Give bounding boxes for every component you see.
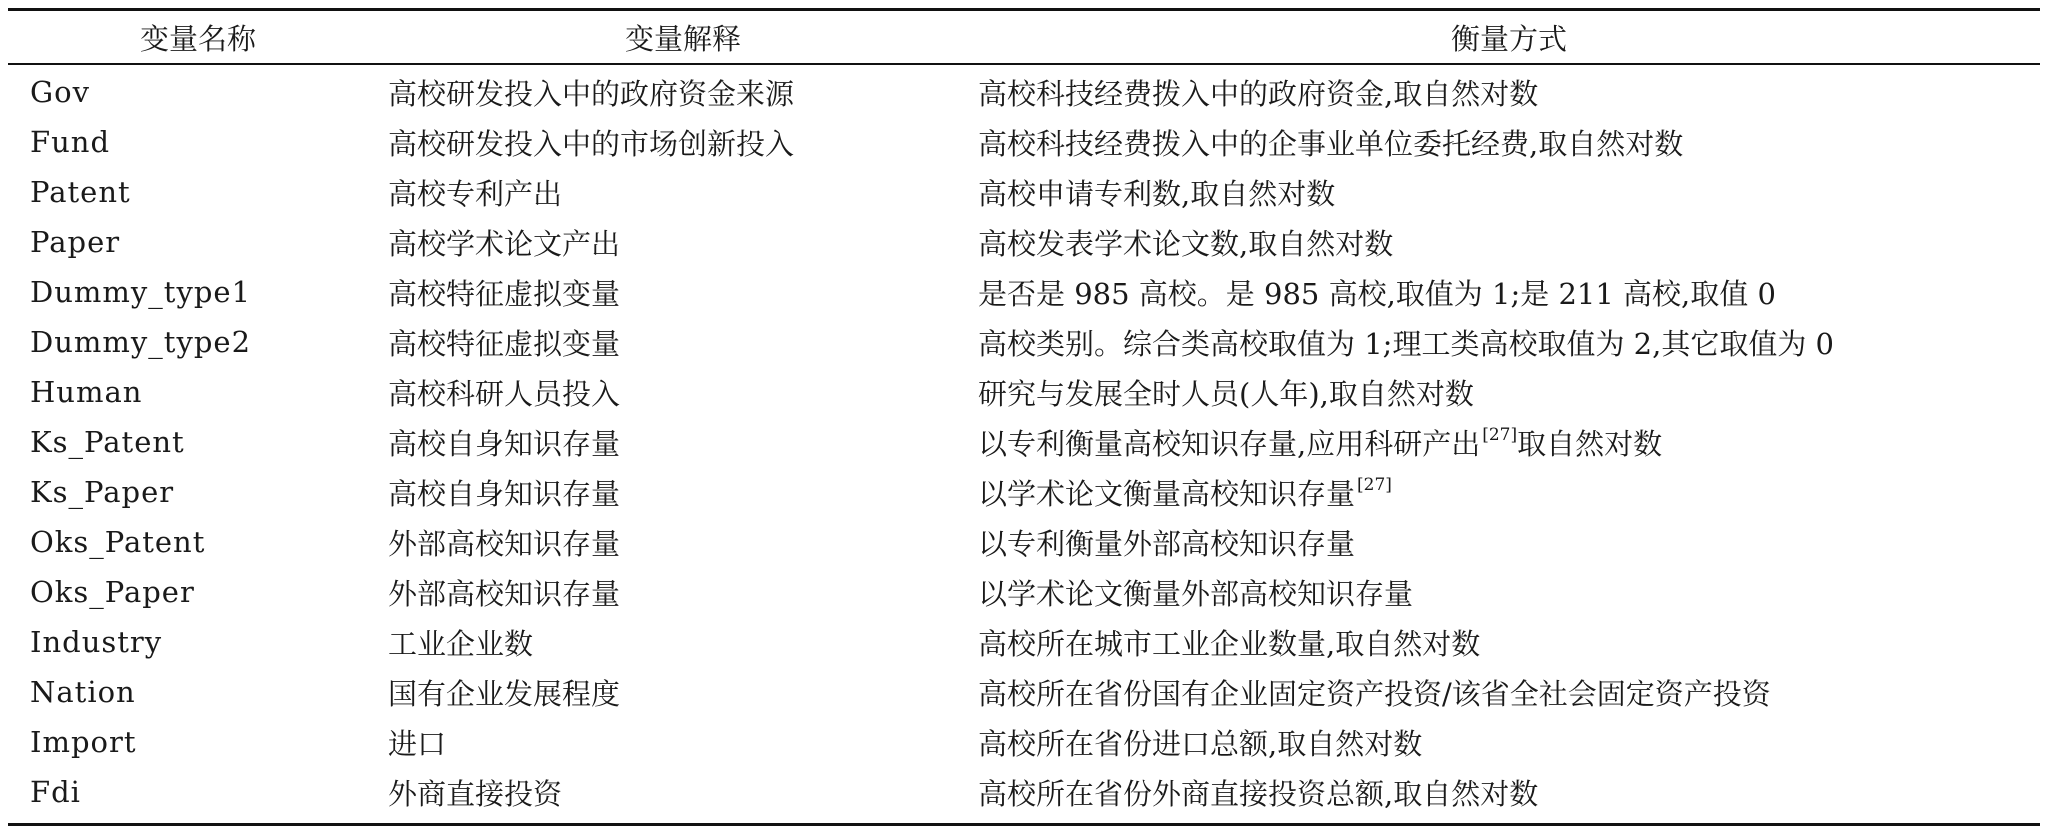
measurement-text-continued: 取自然对数 [1517, 426, 1663, 461]
measurement-text: 高校科技经费拨入中的企事业单位委托经费,取自然对数 [978, 126, 1684, 161]
variable-name-cell: Fund [30, 125, 111, 159]
table-row [8, 717, 2040, 767]
table-row [8, 367, 2040, 417]
table-header [8, 11, 2040, 63]
variable-name-cell: Oks_Paper [30, 575, 195, 609]
measurement-text: 以专利衡量高校知识存量,应用科研产出 [978, 426, 1481, 461]
variable-name-cell: Ks_Patent [30, 425, 185, 459]
variable-explanation-cell: 高校研发投入中的政府资金来源 [388, 76, 795, 111]
measurement-cell [978, 372, 2040, 413]
measurement-text: 以学术论文衡量外部高校知识存量 [978, 576, 1414, 611]
table-row [8, 167, 2040, 217]
variable-name-cell: Dummy_type2 [30, 325, 252, 359]
variable-name-cell: Gov [30, 75, 91, 109]
variable-explanation-cell: 进口 [388, 726, 447, 761]
variable-explanation-cell: 外部高校知识存量 [388, 526, 621, 561]
table-row [8, 67, 2040, 117]
measurement-text: 以专利衡量外部高校知识存量 [978, 526, 1356, 561]
variable-name-cell: Oks_Patent [30, 525, 206, 559]
measurement-text: 高校申请专利数,取自然对数 [978, 176, 1336, 211]
measurement-cell [978, 272, 2040, 313]
variable-name-cell: Fdi [30, 775, 81, 809]
table-row [8, 117, 2040, 167]
measurement-text: 以学术论文衡量高校知识存量 [978, 476, 1356, 511]
variable-name-cell: Patent [30, 175, 131, 209]
header-variable-name: 变量名称 [139, 21, 256, 56]
variable-explanation-cell: 高校科研人员投入 [388, 376, 621, 411]
table-body [8, 65, 2040, 817]
measurement-cell [978, 472, 2040, 513]
variable-table [8, 8, 2040, 826]
measurement-cell [978, 622, 2040, 663]
variable-explanation-cell: 高校特征虚拟变量 [388, 326, 621, 361]
variable-explanation-cell: 高校学术论文产出 [388, 226, 621, 261]
variable-name-cell: Ks_Paper [30, 475, 175, 509]
measurement-cell [978, 222, 2040, 263]
measurement-cell [978, 422, 2040, 463]
variable-explanation-cell: 高校研发投入中的市场创新投入 [388, 126, 795, 161]
variable-name-cell: Import [30, 725, 137, 759]
measurement-text: 高校所在省份外商直接投资总额,取自然对数 [978, 776, 1539, 811]
measurement-text: 高校发表学术论文数,取自然对数 [978, 226, 1394, 261]
measurement-text: 高校所在省份国有企业固定资产投资/该省全社会固定资产投资 [978, 676, 1771, 711]
measurement-cell [978, 572, 2040, 613]
measurement-cell [978, 72, 2040, 113]
table-row [8, 517, 2040, 567]
measurement-cell [978, 522, 2040, 563]
table-row [8, 567, 2040, 617]
measurement-cell [978, 172, 2040, 213]
variable-explanation-cell: 工业企业数 [388, 626, 534, 661]
measurement-text: 高校所在城市工业企业数量,取自然对数 [978, 626, 1481, 661]
variable-explanation-cell: 外部高校知识存量 [388, 576, 621, 611]
variable-name-cell: Paper [30, 225, 121, 259]
variable-explanation-cell: 高校专利产出 [388, 176, 563, 211]
table-row [8, 467, 2040, 517]
measurement-text: 高校类别。综合类高校取值为 1;理工类高校取值为 2,其它取值为 0 [978, 326, 1834, 361]
variable-name-cell: Industry [30, 625, 163, 659]
header-measurement: 衡量方式 [1450, 21, 1567, 56]
measurement-cell [978, 722, 2040, 763]
table-row [8, 767, 2040, 817]
variable-explanation-cell: 高校自身知识存量 [388, 426, 621, 461]
measurement-text: 高校所在省份进口总额,取自然对数 [978, 726, 1423, 761]
measurement-cell [978, 772, 2040, 813]
table-row [8, 267, 2040, 317]
measurement-cell [978, 122, 2040, 163]
measurement-text: 高校科技经费拨入中的政府资金,取自然对数 [978, 76, 1539, 111]
variable-explanation-cell: 国有企业发展程度 [388, 676, 621, 711]
header-variable-explanation: 变量解释 [624, 21, 741, 56]
table-row [8, 667, 2040, 717]
citation-reference: [27] [1357, 474, 1392, 495]
table-row [8, 617, 2040, 667]
measurement-text: 研究与发展全时人员(人年),取自然对数 [978, 376, 1474, 411]
table-row [8, 217, 2040, 267]
measurement-cell [978, 672, 2040, 713]
table-row [8, 317, 2040, 367]
measurement-cell [978, 322, 2040, 363]
citation-reference: [27] [1482, 424, 1518, 445]
variable-explanation-cell: 高校特征虚拟变量 [388, 276, 621, 311]
table-row [8, 417, 2040, 467]
variable-name-cell: Nation [30, 675, 136, 709]
measurement-text: 是否是 985 高校。是 985 高校,取值为 1;是 211 高校,取值 0 [978, 276, 1776, 311]
variable-name-cell: Human [30, 375, 143, 409]
variable-name-cell: Dummy_type1 [30, 275, 252, 309]
variable-explanation-cell: 高校自身知识存量 [388, 476, 621, 511]
variable-explanation-cell: 外商直接投资 [388, 776, 563, 811]
